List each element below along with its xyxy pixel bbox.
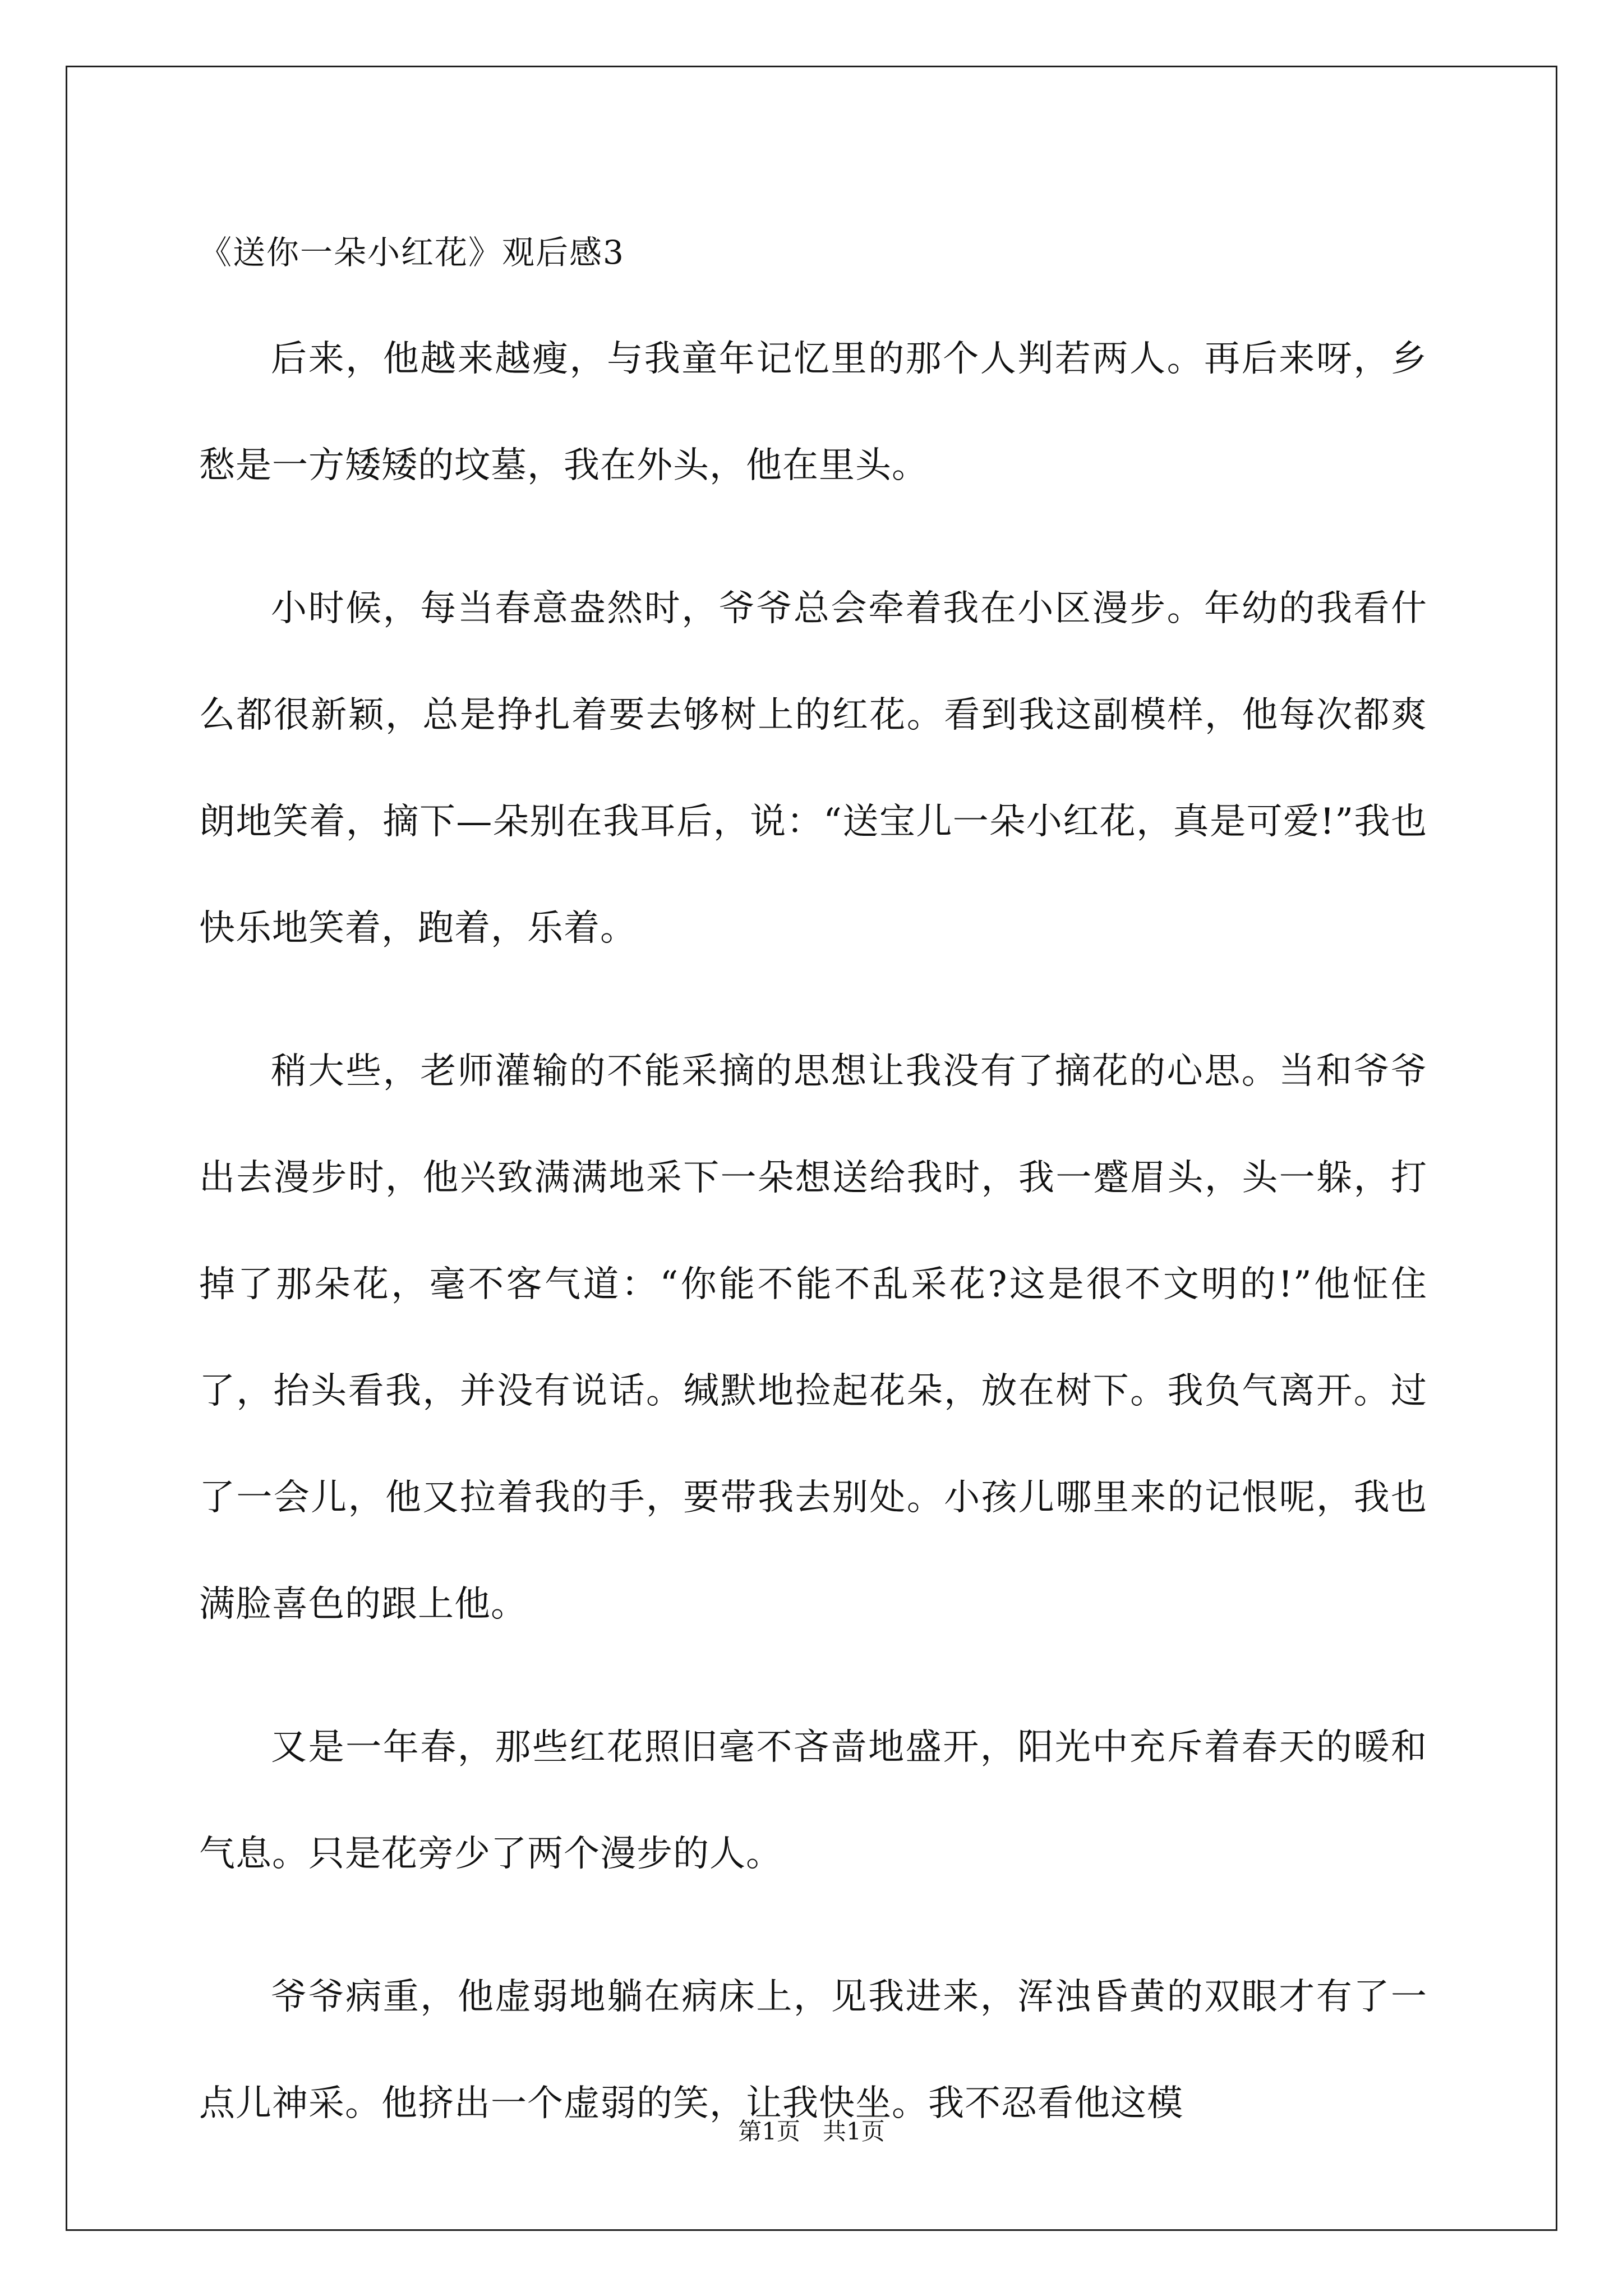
paragraph-3: 稍大些，老师灌输的不能采摘的思想让我没有了摘花的心思。当和爷爷出去漫步时，他兴致满满地采下一朵想送给我时，我一蹙眉头，头一躲，打掉了那朵花，毫不客气道：“你能不能不乱采花?这是很不文明的!”他怔住了，抬头看我，并没有说话。缄默地捡起花朵，放在树下。我负气离开。过了一会儿，他又拉着我的手，要带我去别处。小孩儿哪里来的记恨呢，我也满脸喜色的跟上他。: [199, 1051, 1427, 1625]
page-footer: 第1页 共1页: [738, 2118, 885, 2145]
document-body: [199, 222, 1427, 2157]
document-title: 《送你一朵小红花》观后感3: [199, 233, 625, 272]
paragraph-4: 又是一年春，那些红花照旧毫不吝啬地盛开，阳光中充斥着春天的暖和气息。只是花旁少了两个漫步的人。: [199, 1727, 1427, 1875]
paragraph-2: 小时候，每当春意盎然时，爷爷总会牵着我在小区漫步。年幼的我看什么都很新颖，总是挣扎着要去够树上的红花。看到我这副模样，他每次都爽朗地笑着，摘下—朵别在我耳后，说：“送宝儿一朵小红花，真是可爱!”我也快乐地笑着，跑着，乐着。: [199, 588, 1427, 949]
paragraph-5: 爷爷病重，他虚弱地躺在病床上，见我进来，浑浊昏黄的双眼才有了一点儿神采。他挤出一个虚弱的笑，让我快坐。我不忍看他这模: [199, 1976, 1427, 2124]
paragraph-1: 后来，他越来越瘦，与我童年记忆里的那个人判若两人。再后来呀，乡愁是一方矮矮的坟墓，我在外头，他在里头。: [199, 338, 1427, 486]
